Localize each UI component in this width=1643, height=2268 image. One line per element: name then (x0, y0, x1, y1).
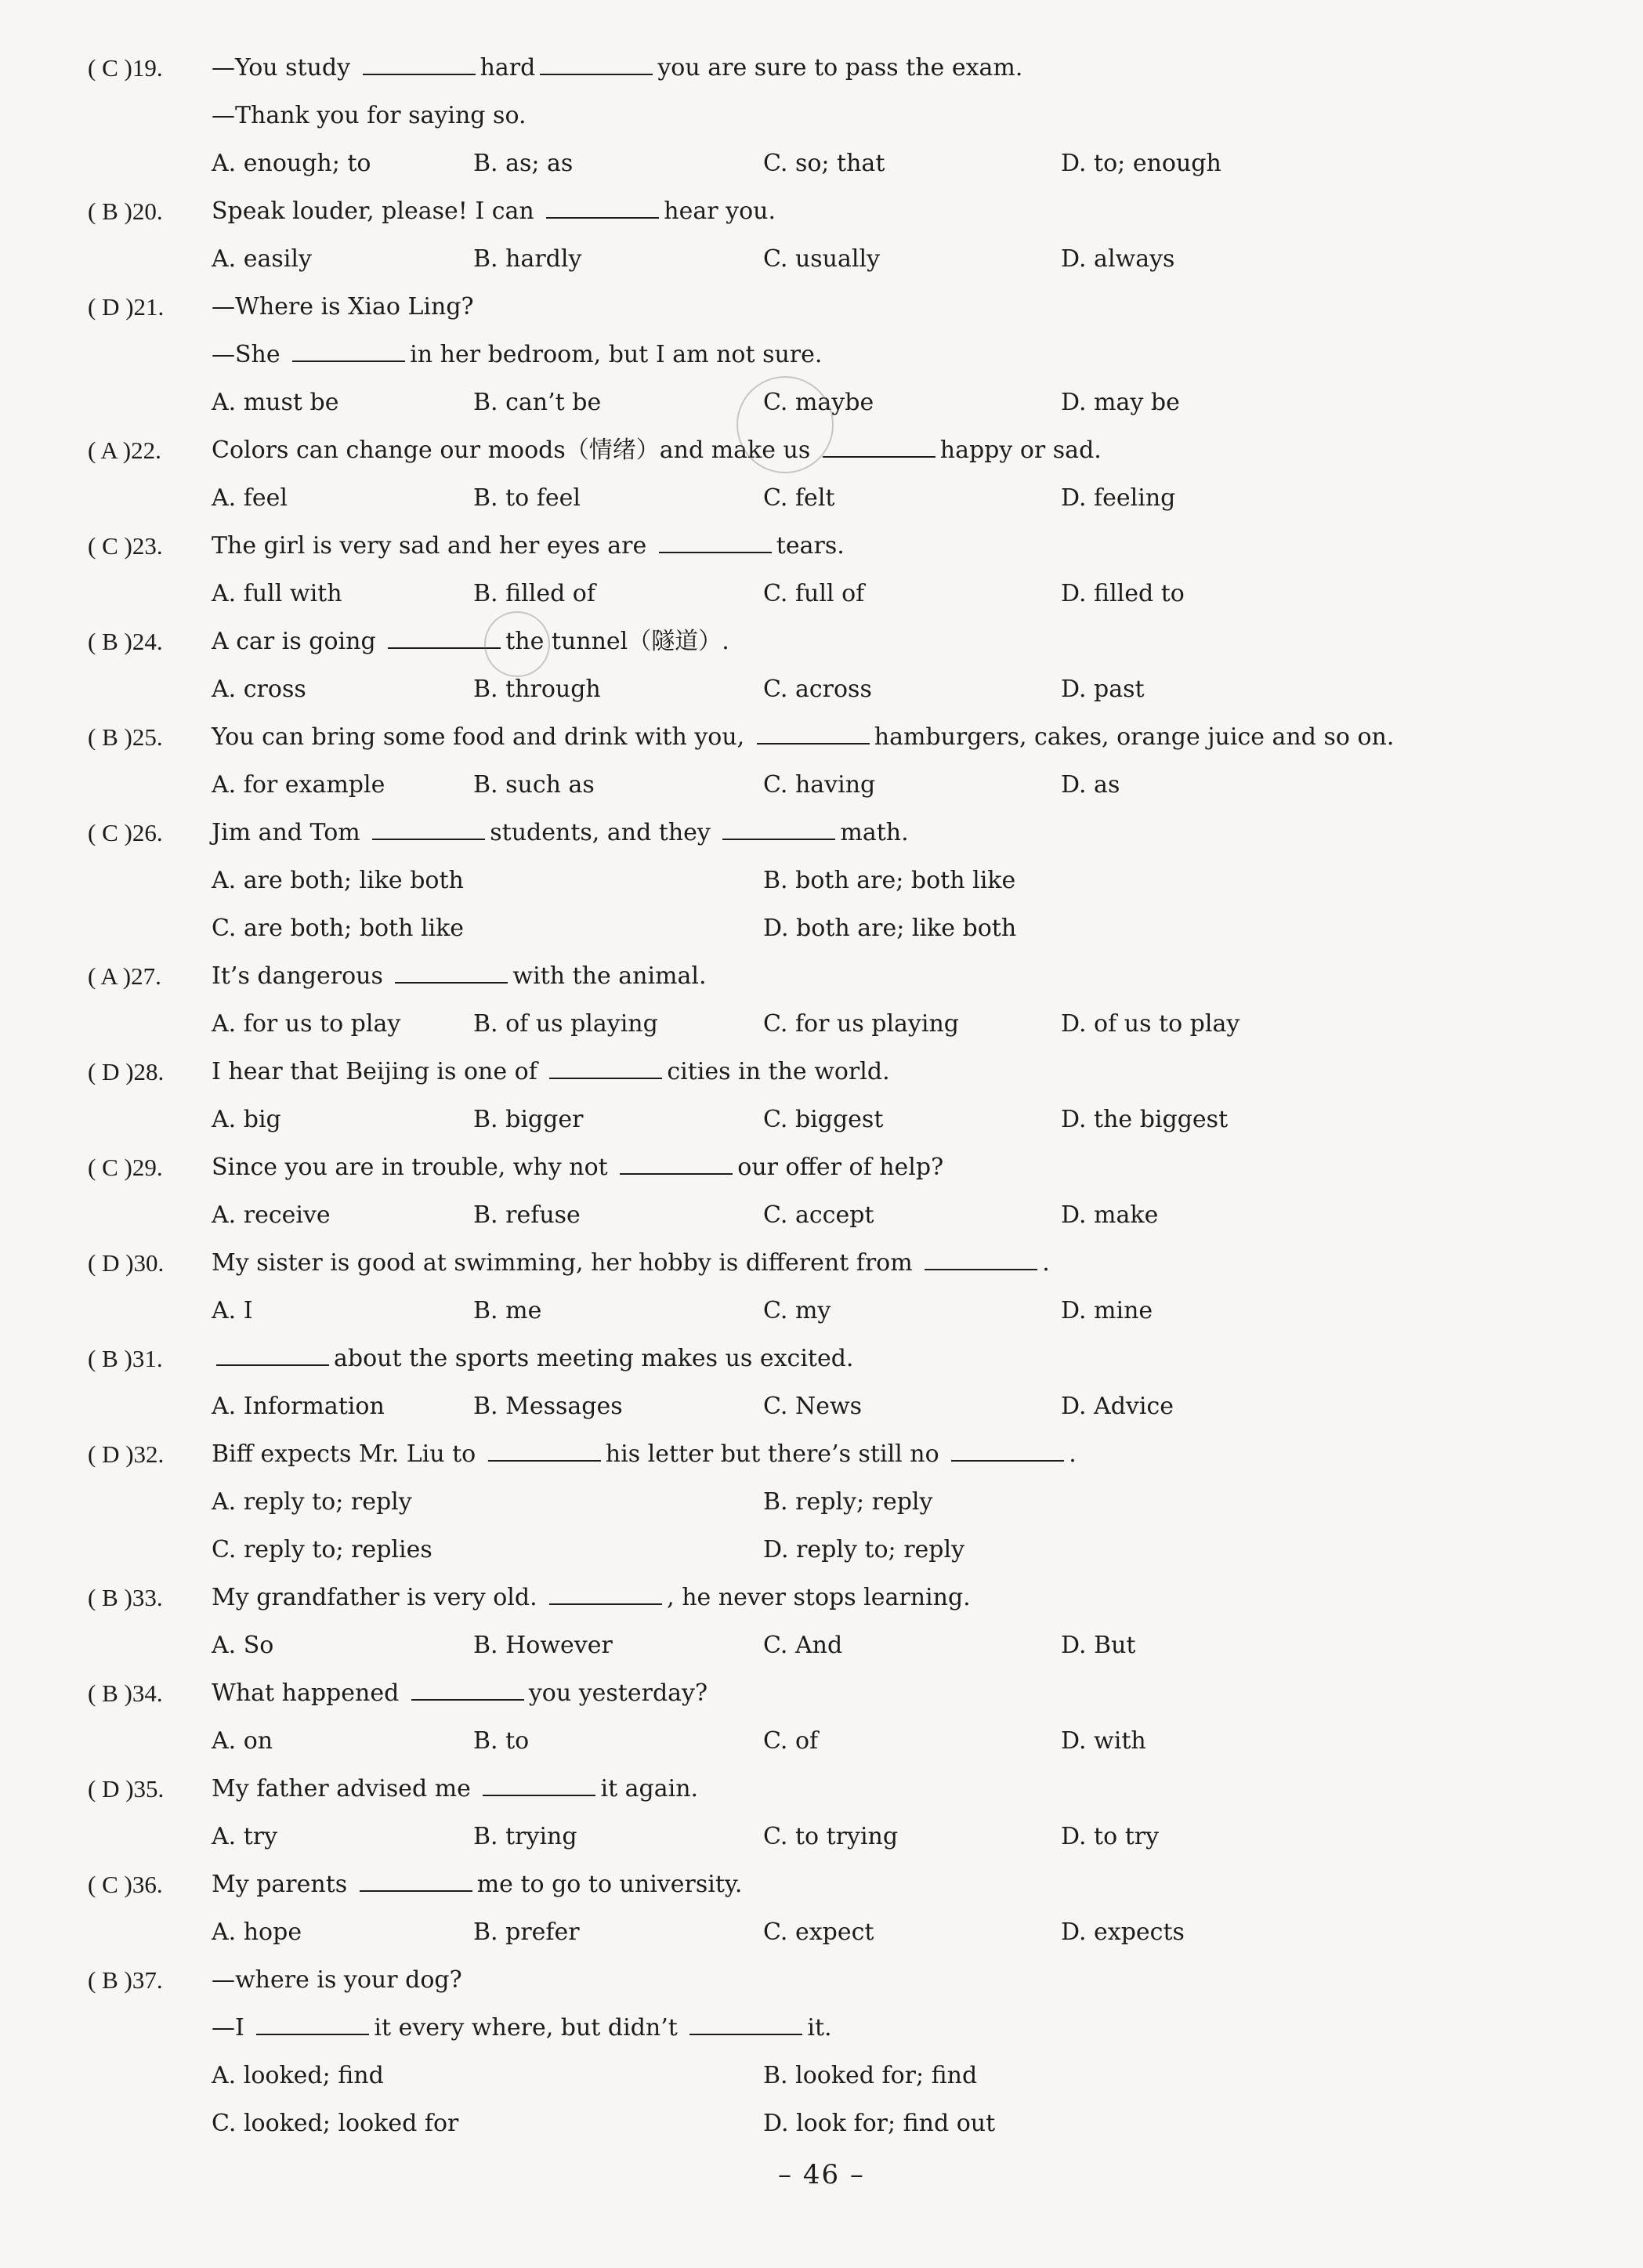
question-number: 36. (132, 1871, 163, 1898)
question-item (88, 1143, 1608, 1239)
answer-mark (88, 426, 213, 474)
option-c[interactable]: C. to trying (763, 1823, 899, 1850)
answer-blank (216, 1361, 329, 1366)
option-c[interactable]: C. so; that (763, 150, 885, 177)
answer-mark (88, 1669, 213, 1717)
answer-blank (395, 979, 508, 984)
question-line (88, 522, 1608, 570)
answer-letter: ( C ) (88, 1871, 132, 1898)
option-c[interactable]: C. News (763, 1393, 863, 1420)
watermark-stamp-icon (736, 376, 834, 473)
answer-mark (88, 1335, 213, 1382)
options-row (88, 1191, 1608, 1239)
option-d[interactable]: D. with (1061, 1727, 1146, 1755)
answer-mark (88, 187, 213, 235)
answer-mark (88, 618, 213, 665)
stem-text: . (1042, 1249, 1050, 1277)
option-c[interactable]: C. felt (763, 484, 835, 512)
question-number: 30. (133, 1249, 165, 1277)
answer-letter: ( D ) (88, 1775, 134, 1802)
option-a[interactable]: A. receive (212, 1201, 331, 1229)
question-number: 22. (131, 437, 161, 464)
question-line (88, 1956, 1608, 2004)
watermark-stamp-icon (484, 611, 550, 677)
stem-text: me to go to university. (476, 1871, 743, 1898)
option-b[interactable]: B. looked for; find (763, 2062, 978, 2089)
option-b[interactable]: B. can’t be (473, 389, 602, 416)
question-item (88, 1335, 1608, 1430)
stem-text: My grandfather is very old. (212, 1584, 545, 1611)
answer-letter: ( B ) (88, 1584, 132, 1611)
option-a[interactable]: A. full with (212, 580, 342, 607)
answer-blank (411, 1696, 524, 1701)
question-item (88, 809, 1608, 952)
stem-text: Since you are in trouble, why not (212, 1154, 616, 1181)
stem-text: our offer of help? (737, 1154, 944, 1181)
stem-text: about the sports meeting makes us excited. (334, 1345, 854, 1372)
option-c[interactable]: C. usually (763, 245, 881, 273)
question-number: 27. (131, 962, 161, 990)
question-continuation (88, 331, 1608, 379)
question-number: 35. (133, 1775, 165, 1802)
question-number: 31. (132, 1345, 163, 1372)
question-line (88, 1765, 1608, 1813)
option-d[interactable]: D. may be (1061, 389, 1180, 416)
options-row (88, 1478, 1608, 1526)
option-c[interactable]: C. reply to; replies (212, 1536, 432, 1563)
option-c[interactable]: C. of (763, 1727, 819, 1755)
options-row (88, 761, 1608, 809)
options-row (88, 1717, 1608, 1765)
option-a[interactable]: A. I (212, 1297, 253, 1324)
answer-mark (88, 522, 213, 570)
question-stem (212, 283, 474, 331)
question-number: 19. (132, 54, 163, 82)
answer-blank (488, 1457, 601, 1462)
question-item (88, 1239, 1608, 1335)
stem-text: it every where, but didn’t (374, 2014, 686, 2042)
option-b[interactable]: B. refuse (473, 1201, 581, 1229)
options-row (88, 2052, 1608, 2100)
option-b[interactable]: B. However (473, 1632, 613, 1659)
question-item (88, 1048, 1608, 1143)
answer-letter: ( D ) (88, 1440, 134, 1468)
answer-mark (88, 44, 213, 92)
answer-letter: ( B ) (88, 723, 132, 751)
stem-text: hard (480, 54, 536, 82)
question-line (88, 952, 1608, 1000)
answer-letter: ( B ) (88, 1966, 132, 1994)
question-stem (212, 426, 1102, 474)
answer-blank (546, 214, 659, 219)
answer-mark (88, 1956, 213, 2004)
question-item (88, 1956, 1608, 2147)
option-a[interactable]: A. hope (212, 1918, 302, 1946)
answer-mark (88, 1143, 213, 1191)
answer-blank (363, 71, 476, 75)
answer-blank (540, 71, 653, 75)
option-d[interactable]: D. to; enough (1061, 150, 1221, 177)
answer-blank (925, 1266, 1037, 1270)
option-c[interactable]: C. having (763, 771, 876, 799)
option-a[interactable]: A. enough; to (212, 150, 371, 177)
option-c[interactable]: C. are both; both like (212, 915, 465, 942)
question-stem (212, 618, 729, 665)
option-a[interactable]: A. try (212, 1823, 278, 1850)
stem-text: What happened (212, 1679, 407, 1707)
question-continuation (88, 2004, 1608, 2052)
options-row (88, 1096, 1608, 1143)
question-stem (212, 1048, 890, 1096)
answer-letter: ( A ) (88, 437, 132, 464)
options-row (88, 1382, 1608, 1430)
answer-blank (757, 740, 870, 745)
question-number: 33. (132, 1584, 163, 1611)
answer-mark (88, 809, 213, 857)
option-a[interactable]: A. reply to; reply (212, 1488, 412, 1516)
option-d[interactable]: D. reply to; reply (763, 1536, 965, 1563)
question-item (88, 952, 1608, 1048)
option-a[interactable]: A. for example (212, 771, 385, 799)
answer-blank (360, 1887, 472, 1892)
options-row (88, 1000, 1608, 1048)
stem-text: —She (212, 341, 288, 368)
option-c[interactable]: C. biggest (763, 1106, 884, 1133)
question-stem (212, 1669, 708, 1717)
option-a[interactable]: A. on (212, 1727, 273, 1755)
option-c[interactable]: C. expect (763, 1918, 874, 1946)
stem-text: —You study (212, 54, 358, 82)
option-d[interactable]: D. make (1061, 1201, 1159, 1229)
question-stem (212, 187, 776, 235)
answer-mark (88, 1048, 213, 1096)
answer-letter: ( C ) (88, 54, 132, 82)
answer-blank (722, 835, 835, 840)
answer-mark (88, 1430, 213, 1478)
stem-text: Colors can change our moods（情绪）and make us (212, 437, 818, 464)
answer-blank (620, 1170, 733, 1175)
answer-mark (88, 713, 213, 761)
question-item (88, 1574, 1608, 1669)
question-line (88, 1860, 1608, 1908)
question-line (88, 426, 1608, 474)
option-d[interactable]: D. mine (1061, 1297, 1153, 1324)
option-d[interactable]: D. Advice (1061, 1393, 1174, 1420)
stem-text: hamburgers, cakes, orange juice and so on. (874, 723, 1395, 751)
question-item (88, 1669, 1608, 1765)
answer-letter: ( D ) (88, 1249, 134, 1277)
question-number: 37. (132, 1966, 163, 1994)
option-a[interactable]: A. big (212, 1106, 281, 1133)
option-b[interactable]: B. trying (473, 1823, 577, 1850)
question-item (88, 713, 1608, 809)
continuation-text (212, 331, 822, 379)
question-number: 28. (133, 1058, 165, 1085)
answer-blank (951, 1457, 1064, 1462)
stem-text: it. (807, 2014, 832, 2042)
question-item (88, 426, 1608, 522)
option-b[interactable]: B. reply; reply (763, 1488, 933, 1516)
answer-mark (88, 1239, 213, 1287)
option-a[interactable]: A. So (212, 1632, 274, 1659)
options-row (88, 379, 1608, 426)
options-row (88, 139, 1608, 187)
options-row (88, 665, 1608, 713)
answer-blank (549, 1600, 662, 1605)
option-d[interactable]: D. of us to play (1061, 1010, 1240, 1038)
question-stem (212, 1239, 1050, 1287)
option-b[interactable]: B. through (473, 676, 601, 703)
question-item (88, 522, 1608, 618)
question-stem (212, 522, 845, 570)
question-stem (212, 1956, 462, 2004)
stem-text: —where is your dog? (212, 1966, 462, 1994)
option-a[interactable]: A. Information (212, 1393, 385, 1420)
stem-text: Speak louder, please! I can (212, 197, 542, 225)
answer-blank (483, 1792, 595, 1796)
stem-text: his letter but there’s still no (605, 1440, 947, 1468)
stem-text: with the animal. (512, 962, 707, 990)
option-a[interactable]: A. feel (212, 484, 288, 512)
stem-text: My sister is good at swimming, her hobby is different from (212, 1249, 921, 1277)
stem-text: the tunnel（隧道）. (505, 628, 729, 655)
question-number: 34. (132, 1679, 163, 1707)
options-row (88, 904, 1608, 952)
question-line (88, 1048, 1608, 1096)
stem-text: it again. (600, 1775, 699, 1802)
option-b[interactable]: B. of us playing (473, 1010, 658, 1038)
option-b[interactable]: B. prefer (473, 1918, 580, 1946)
question-item (88, 618, 1608, 713)
answer-blank (689, 2031, 802, 2035)
question-number: 32. (133, 1440, 165, 1468)
question-item (88, 187, 1608, 283)
option-a[interactable]: A. easily (212, 245, 312, 273)
answer-letter: ( A ) (88, 962, 132, 990)
question-stem (212, 1335, 853, 1382)
option-a[interactable]: A. cross (212, 676, 306, 703)
option-d[interactable]: D. to try (1061, 1823, 1160, 1850)
option-d[interactable]: D. look for; find out (763, 2110, 996, 2137)
stem-text: My father advised me (212, 1775, 479, 1802)
option-d[interactable]: D. But (1061, 1632, 1136, 1659)
answer-letter: ( D ) (88, 293, 134, 321)
continuation-text: —Thank you for saying so. (212, 102, 527, 129)
stem-text: I hear that Beijing is one of (212, 1058, 545, 1085)
continuation-text (212, 2004, 832, 2052)
stem-text: —I (212, 2014, 252, 2042)
options-row (88, 235, 1608, 283)
answer-blank (256, 2031, 369, 2035)
answer-blank (292, 357, 405, 362)
question-stem (212, 809, 909, 857)
option-a[interactable]: A. for us to play (212, 1010, 401, 1038)
answer-letter: ( B ) (88, 1679, 132, 1707)
answer-letter: ( C ) (88, 819, 132, 846)
option-c[interactable]: C. for us playing (763, 1010, 960, 1038)
answer-letter: ( C ) (88, 1154, 132, 1181)
option-c[interactable]: C. accept (763, 1201, 874, 1229)
question-item (88, 44, 1608, 187)
option-c[interactable]: C. looked; looked for (212, 2110, 459, 2137)
question-stem (212, 44, 1022, 92)
option-c[interactable]: C. And (763, 1632, 843, 1659)
answer-mark (88, 283, 213, 331)
stem-text: , he never stops learning. (667, 1584, 971, 1611)
question-stem (212, 1143, 943, 1191)
options-row (88, 570, 1608, 618)
options-row (88, 1813, 1608, 1860)
stem-text: Jim and Tom (212, 819, 368, 846)
answer-blank (823, 453, 935, 458)
question-number: 25. (132, 723, 163, 751)
question-stem (212, 1430, 1077, 1478)
option-b[interactable]: B. to (473, 1727, 530, 1755)
option-c[interactable]: C. across (763, 676, 872, 703)
stem-text: hear you. (664, 197, 776, 225)
option-b[interactable]: B. me (473, 1297, 542, 1324)
answer-mark (88, 1765, 213, 1813)
stem-text: you yesterday? (528, 1679, 708, 1707)
answer-blank (659, 549, 772, 553)
question-item (88, 1860, 1608, 1956)
options-row (88, 474, 1608, 522)
stem-text: It’s dangerous (212, 962, 391, 990)
option-b[interactable]: B. both are; both like (763, 867, 1016, 894)
question-line (88, 187, 1608, 235)
question-line (88, 1239, 1608, 1287)
question-number: 26. (132, 819, 163, 846)
question-number: 23. (132, 532, 163, 560)
option-b[interactable]: B. bigger (473, 1106, 584, 1133)
question-line (88, 1143, 1608, 1191)
stem-text: Biff expects Mr. Liu to (212, 1440, 483, 1468)
question-line (88, 1430, 1608, 1478)
question-line (88, 283, 1608, 331)
options-row (88, 1526, 1608, 1574)
option-c[interactable]: C. my (763, 1297, 831, 1324)
option-c[interactable]: C. full of (763, 580, 865, 607)
option-d[interactable]: D. past (1061, 676, 1145, 703)
option-b[interactable]: B. hardly (473, 245, 582, 273)
option-b[interactable]: B. Messages (473, 1393, 623, 1420)
option-d[interactable]: D. the biggest (1061, 1106, 1229, 1133)
question-stem (212, 1765, 698, 1813)
question-number: 29. (132, 1154, 163, 1181)
question-line (88, 1335, 1608, 1382)
question-number: 21. (133, 293, 165, 321)
stem-text: happy or sad. (939, 437, 1102, 464)
option-d[interactable]: D. filled to (1061, 580, 1185, 607)
question-line (88, 713, 1608, 761)
options-row (88, 1287, 1608, 1335)
stem-text: A car is going (212, 628, 384, 655)
question-line (88, 1574, 1608, 1621)
question-number: 24. (132, 628, 163, 655)
option-d[interactable]: D. expects (1061, 1918, 1185, 1946)
stem-text: math. (840, 819, 909, 846)
stem-text: —Where is Xiao Ling? (212, 293, 474, 321)
option-a[interactable]: A. looked; find (212, 2062, 384, 2089)
answer-blank (549, 1074, 662, 1079)
option-d[interactable]: D. always (1061, 245, 1175, 273)
option-b[interactable]: B. to feel (473, 484, 581, 512)
question-line (88, 809, 1608, 857)
question-number: 20. (132, 197, 163, 225)
stem-text: students, and they (490, 819, 718, 846)
stem-text: My parents (212, 1871, 355, 1898)
stem-text: You can bring some food and drink with you, (212, 723, 752, 751)
question-item (88, 1765, 1608, 1860)
question-item (88, 1430, 1608, 1574)
question-line (88, 1669, 1608, 1717)
option-d[interactable]: D. both are; like both (763, 915, 1017, 942)
option-c[interactable]: C. maybe (763, 389, 874, 416)
question-stem (212, 952, 707, 1000)
stem-text: . (1069, 1440, 1077, 1468)
options-row (88, 857, 1608, 904)
answer-letter: ( B ) (88, 197, 132, 225)
stem-text: The girl is very sad and her eyes are (212, 532, 654, 560)
stem-text: you are sure to pass the exam. (657, 54, 1023, 82)
options-row (88, 1621, 1608, 1669)
question-continuation (88, 92, 1608, 139)
option-b[interactable]: B. filled of (473, 580, 595, 607)
option-a[interactable]: A. are both; like both (212, 867, 464, 894)
option-a[interactable]: A. must be (212, 389, 339, 416)
question-stem (212, 713, 1394, 761)
answer-letter: ( B ) (88, 1345, 132, 1372)
answer-letter: ( D ) (88, 1058, 134, 1085)
answer-mark (88, 1860, 213, 1908)
question-stem (212, 1574, 971, 1621)
answer-blank (372, 835, 485, 840)
answer-letter: ( B ) (88, 628, 132, 655)
question-line (88, 44, 1608, 92)
stem-text: tears. (776, 532, 845, 560)
page-number: – 46 – (778, 2159, 865, 2190)
options-row (88, 2100, 1608, 2147)
question-item (88, 283, 1608, 426)
option-d[interactable]: D. feeling (1061, 484, 1176, 512)
options-row (88, 1908, 1608, 1956)
stem-text: cities in the world. (667, 1058, 890, 1085)
answer-mark (88, 952, 213, 1000)
answer-letter: ( C ) (88, 532, 132, 560)
option-b[interactable]: B. such as (473, 771, 595, 799)
question-stem (212, 1860, 742, 1908)
question-line (88, 618, 1608, 665)
option-d[interactable]: D. as (1061, 771, 1120, 799)
option-b[interactable]: B. as; as (473, 150, 574, 177)
stem-text: in her bedroom, but I am not sure. (410, 341, 823, 368)
question-list (88, 44, 1608, 2147)
answer-mark (88, 1574, 213, 1621)
